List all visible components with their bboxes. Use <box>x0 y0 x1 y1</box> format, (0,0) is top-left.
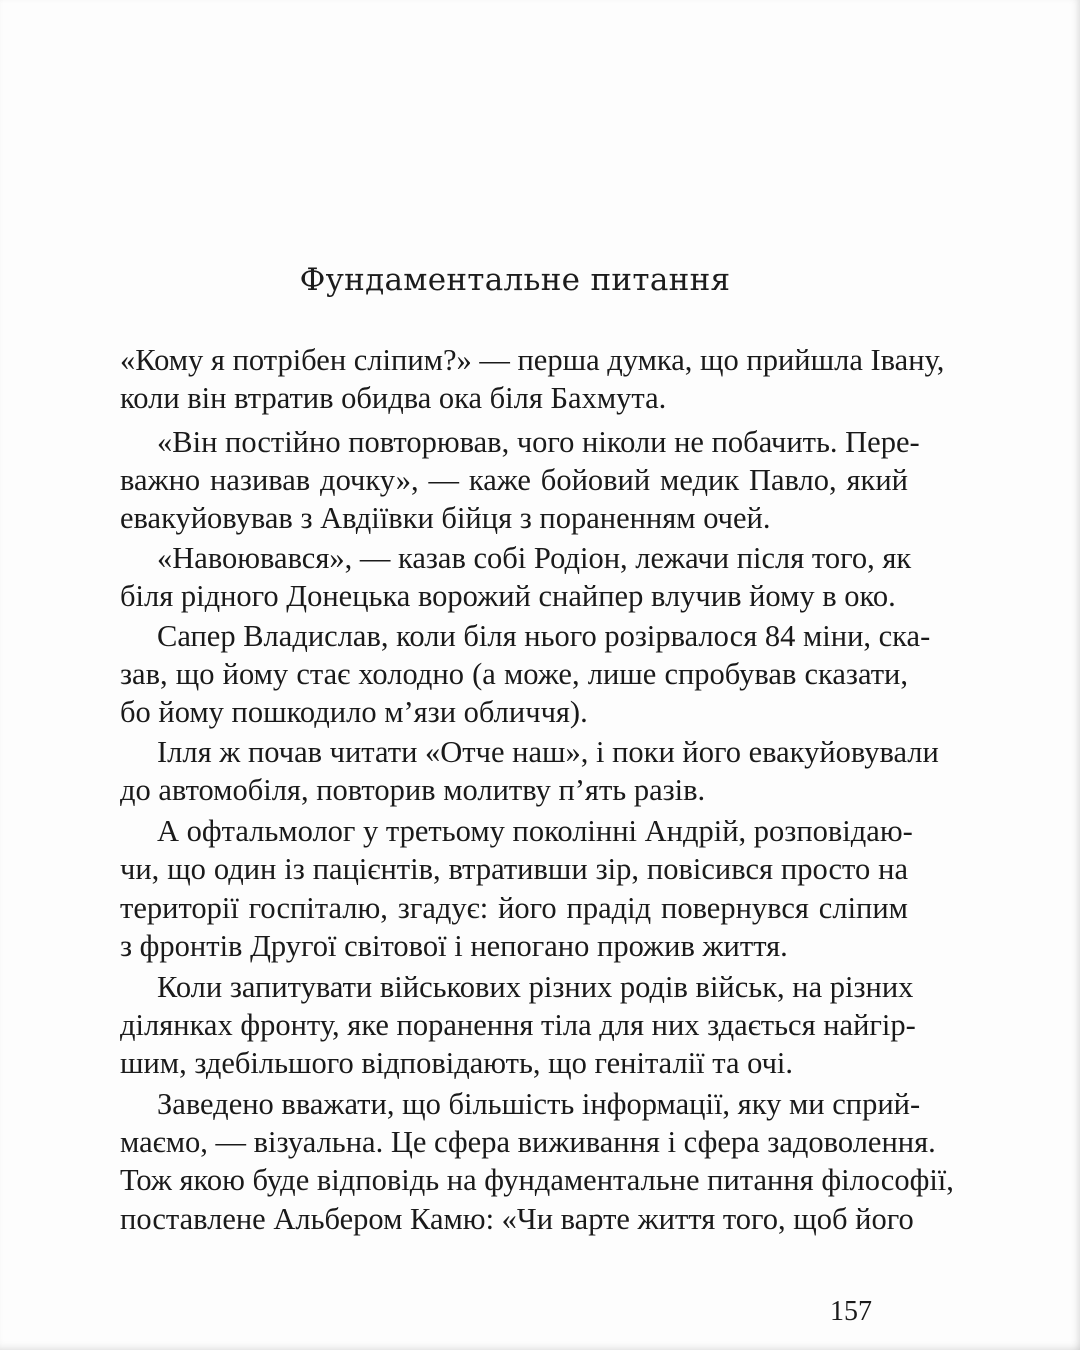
text-line: важно називав дочку», — каже бойовий медик Павло, який <box>120 463 908 497</box>
text-line: евакуйовував з Авдіївки бійця з пораненням очей. <box>120 501 771 535</box>
text-line: Тож якою буде відповідь на фундаментальне питання філософії, <box>120 1163 954 1197</box>
text-line: «Він постійно повторював, чого ніколи не побачить. Пере- <box>157 425 920 459</box>
text-line: А офтальмолог у третьому поколінні Андрій, розповідаю- <box>157 814 913 848</box>
text-line: маємо, — візуальна. Це сфера виживання і сфера задоволення. <box>120 1125 936 1159</box>
text-line: Коли запитувати військових різних родів військ, на різних <box>157 970 914 1004</box>
text-line: поставлене Альбером Камю: «Чи варте життя того, щоб його <box>120 1202 914 1236</box>
text-line: з фронтів Другої світової і непогано прожив життя. <box>120 929 788 963</box>
text-line: Заведено вважати, що більшість інформації, яку ми сприй- <box>157 1087 921 1121</box>
page-number: 157 <box>830 1296 872 1327</box>
text-line: чи, що один із пацієнтів, втративши зір, повісився просто на <box>120 852 908 886</box>
text-line: території госпіталю, згадує: його прадід повернувся сліпим <box>120 891 908 925</box>
text-line: до автомобіля, повторив молитву п’ять разів. <box>120 773 706 807</box>
chapter-title: Фундаментальне питання <box>299 262 731 298</box>
text-line: біля рідного Донецька ворожий снайпер влучив йому в око. <box>120 579 896 613</box>
text-line: бо йому пошкодило м’язи обличчя). <box>120 695 588 729</box>
text-line: шим, здебільшого відповідають, що геніталії та очі. <box>120 1046 794 1080</box>
text-line: ділянках фронту, яке поранення тіла для них здається найгір- <box>120 1008 916 1042</box>
text-line: Ілля ж почав читати «Отче наш», і поки його евакуйовували <box>157 735 939 769</box>
text-line: зав, що йому стає холодно (а може, лише спробував сказати, <box>120 657 908 691</box>
text-line: «Навоювався», — казав собі Родіон, лежачи після того, як <box>157 541 912 575</box>
text-line: коли він втратив обидва ока біля Бахмута. <box>120 381 667 415</box>
text-line: Сапер Владислав, коли біля нього розірвалося 84 міни, ска- <box>157 619 931 653</box>
text-line: «Кому я потрібен сліпим?» — перша думка, що прийшла Івану, <box>120 343 945 377</box>
